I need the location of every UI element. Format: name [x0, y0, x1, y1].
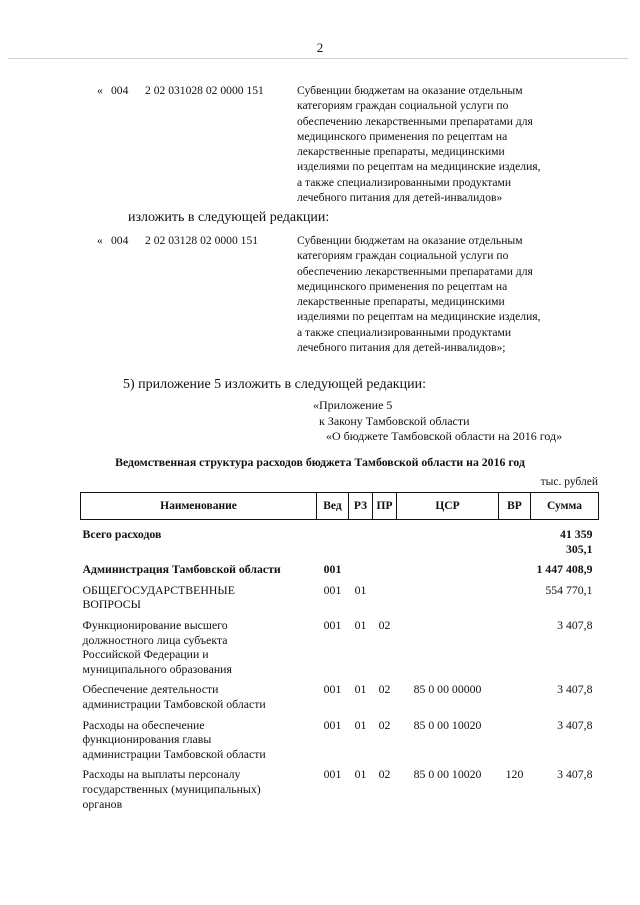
- row-ved: 001: [323, 767, 342, 782]
- row-csr: [397, 559, 499, 580]
- row-name-line: Российской Федерации и: [82, 647, 209, 662]
- row-pr: 02: [378, 767, 391, 782]
- row-sum: 554 770,1: [545, 582, 593, 597]
- row-sum: 1 447 408,9: [536, 562, 593, 577]
- unit-label: тыс. рублей: [540, 476, 598, 488]
- new-entry-line: Субвенции бюджетам на оказание отдельным: [297, 234, 523, 247]
- row-vr: [499, 715, 531, 765]
- table-row: [81, 715, 599, 765]
- table-row: [81, 580, 599, 615]
- row-name-line: Функционирование высшего: [82, 617, 228, 632]
- row-vr: [499, 615, 531, 679]
- new-entry-line: медицинского применения по рецептам на: [297, 279, 508, 293]
- header-ved: Вед: [317, 493, 349, 520]
- row-name-line: ВОПРОСЫ: [82, 597, 141, 612]
- new-entry-income-code: 2 02 03128 02 0000 151: [145, 234, 259, 247]
- row-rz: 01: [354, 617, 367, 632]
- old-entry-line: обеспечению лекарственными препаратами для: [297, 114, 533, 128]
- document-title: Ведомственная структура расходов бюджета Тамбовской области на 2016 год: [115, 455, 525, 469]
- new-entry-line: лечебного питания для детей-инвалидов»;: [297, 341, 506, 355]
- row-name-line: ОБЩЕГОСУДАРСТВЕННЫЕ: [82, 582, 235, 597]
- row-vr: 120: [505, 767, 524, 782]
- old-income-entry: [97, 83, 577, 208]
- row-ved: 001: [323, 717, 342, 732]
- row-name-line: Обеспечение деятельности: [82, 682, 219, 697]
- row-name-line: государственных (муниципальных): [82, 781, 261, 796]
- header-csr: ЦСР: [397, 493, 499, 520]
- page-number: 2: [316, 40, 324, 55]
- header-pr: ПР: [373, 493, 397, 520]
- header-name: Наименование: [81, 493, 317, 520]
- old-entry-line: Субвенции бюджетам на оказание отдельным: [297, 84, 523, 97]
- row-name-line: администрации Тамбовской области: [82, 696, 266, 711]
- row-name-line: Администрация Тамбовской области: [82, 562, 281, 577]
- row-name-line: муниципального образования: [82, 661, 232, 676]
- header-rz: РЗ: [349, 493, 373, 520]
- row-name-line: должностного лица субъекта: [82, 632, 228, 647]
- row-pr: 02: [378, 717, 391, 732]
- appendix-line-3: «О бюджете Тамбовской области на 2016 год»: [326, 429, 563, 443]
- table-row: [81, 559, 599, 580]
- row-pr: 02: [378, 617, 391, 632]
- header-sum: Сумма: [531, 493, 599, 520]
- row-rz: 01: [354, 767, 367, 782]
- row-csr: 85 0 00 00000: [413, 682, 482, 697]
- row-csr: 85 0 00 10020: [413, 717, 482, 732]
- old-entry-description: [297, 83, 597, 205]
- appendix-header: [313, 398, 562, 445]
- table-row: [81, 520, 599, 560]
- old-entry-income-code: 2 02 031028 02 0000 151: [145, 84, 264, 97]
- row-name-line: администрации Тамбовской области: [82, 746, 266, 761]
- row-name: [81, 764, 317, 814]
- row-name: [81, 580, 317, 615]
- table-row: [81, 615, 599, 679]
- row-name-line: функционирования главы: [82, 732, 212, 747]
- row-csr: 85 0 00 10020: [413, 767, 482, 782]
- row-sum: 41 359 305,1: [560, 527, 593, 556]
- new-entry-line: лекарственные препараты, медицинскими: [297, 295, 505, 309]
- header-rule: [8, 58, 628, 59]
- row-name: [81, 559, 317, 580]
- row-sum: 3 407,8: [557, 767, 593, 782]
- old-entry-line: изделиями по рецептам на медицинские изделия,: [297, 160, 541, 174]
- new-income-entry: [97, 233, 577, 358]
- new-entry-admin-code: 004: [111, 234, 129, 247]
- row-sum: 3 407,8: [557, 617, 593, 632]
- row-vr: [499, 580, 531, 615]
- new-entry-line: категориям граждан социальной услуги по: [297, 249, 509, 263]
- old-entry-line: медицинского применения по рецептам на: [297, 129, 508, 143]
- row-name: [81, 615, 317, 679]
- row-rz: [349, 559, 373, 580]
- row-name-line: Расходы на обеспечение: [82, 717, 205, 732]
- row-name-line: органов: [82, 796, 123, 811]
- table-header-row: [81, 493, 599, 520]
- appendix-line-1: «Приложение 5: [313, 398, 393, 412]
- new-entry-line: обеспечению лекарственными препаратами для: [297, 264, 533, 278]
- row-name: [81, 679, 317, 714]
- new-entry-description: [297, 233, 597, 355]
- annex-instruction: 5) приложение 5 изложить в следующей редакции:: [123, 377, 426, 392]
- row-pr: 02: [378, 682, 391, 697]
- edit-instruction: изложить в следующей редакции:: [128, 210, 330, 225]
- old-entry-line: категориям граждан социальной услуги по: [297, 99, 509, 113]
- old-entry-line: а также специализированными продуктами: [297, 175, 512, 189]
- row-rz: 01: [354, 682, 367, 697]
- row-pr: [373, 559, 397, 580]
- budget-table: [80, 492, 599, 814]
- row-vr: [499, 679, 531, 714]
- row-csr: [397, 580, 499, 615]
- row-ved: 001: [323, 682, 342, 697]
- row-vr: [499, 559, 531, 580]
- row-ved: 001: [323, 582, 342, 597]
- row-sum: 3 407,8: [557, 717, 593, 732]
- row-sum: 3 407,8: [557, 682, 593, 697]
- row-ved: [317, 520, 349, 560]
- new-entry-line: изделиями по рецептам на медицинские изделия,: [297, 310, 541, 324]
- row-name-line: Всего расходов: [82, 527, 162, 541]
- row-vr: [499, 520, 531, 560]
- row-rz: 01: [354, 717, 367, 732]
- row-name: [81, 715, 317, 765]
- old-entry-line: лекарственные препараты, медицинскими: [297, 145, 505, 159]
- new-entry-line: а также специализированными продуктами: [297, 325, 512, 339]
- old-entry-admin-code: 004: [111, 84, 129, 97]
- old-entry-quote: «: [97, 84, 103, 97]
- row-csr: [397, 520, 499, 560]
- row-name: [81, 520, 317, 560]
- row-name-line: Расходы на выплаты персоналу: [82, 767, 241, 782]
- appendix-line-2: к Закону Тамбовской области: [319, 413, 470, 428]
- row-ved: 001: [323, 617, 342, 632]
- table-row: [81, 764, 599, 814]
- row-csr: [397, 615, 499, 679]
- row-rz: 01: [354, 582, 367, 597]
- old-entry-line: лечебного питания для детей-инвалидов»: [297, 191, 503, 205]
- row-pr: [373, 580, 397, 615]
- new-entry-quote: «: [97, 234, 103, 247]
- row-rz: [349, 520, 373, 560]
- table-row: [81, 679, 599, 714]
- row-pr: [373, 520, 397, 560]
- header-vr: ВР: [499, 493, 531, 520]
- row-ved: 001: [323, 562, 342, 577]
